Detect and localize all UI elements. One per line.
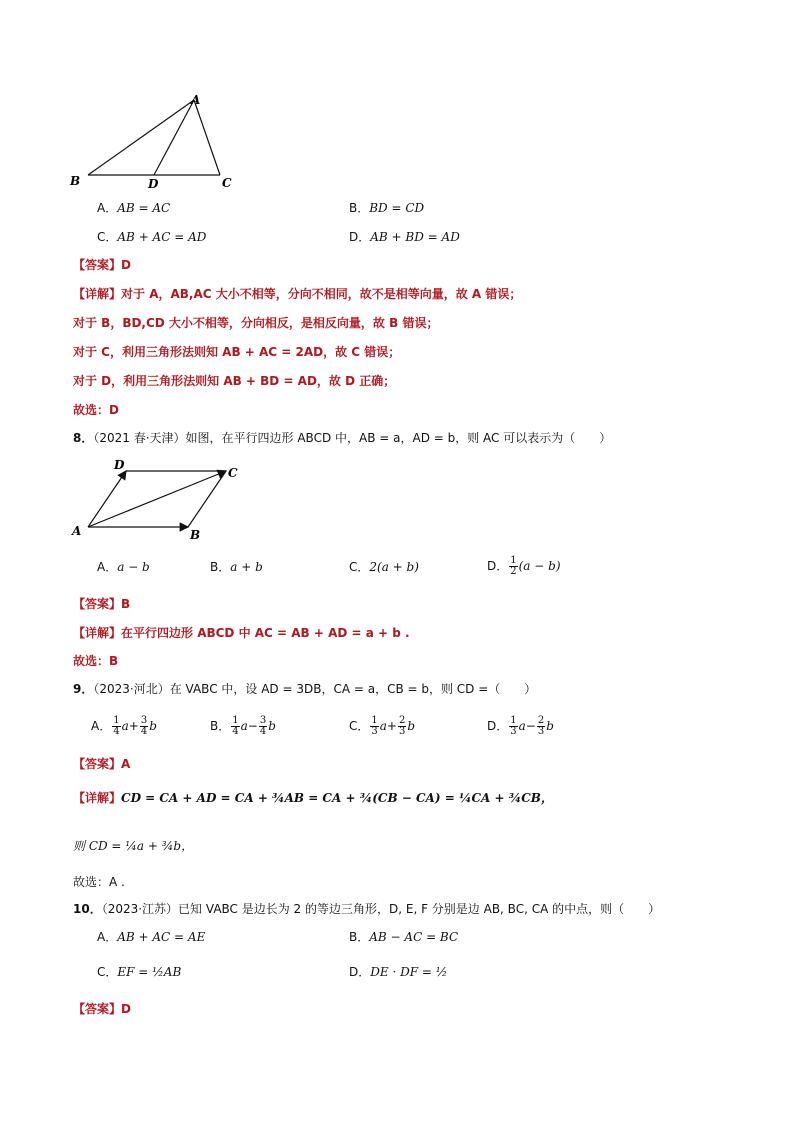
q8-option-d-fraction: $\frac{1}{2}$ [510, 555, 517, 577]
q7-answer: 【答案】D [73, 258, 131, 272]
q7-option-d: D．AB + BD = AD [349, 230, 460, 244]
q7-detail-1: 【详解】对于 A，AB,AC 大小不相等，分向不相同，故不是相等向量，故 A 错误； [73, 287, 522, 301]
q7-detail-4: 对于 D，利用三角形法则知 AB + BD = AD，故 D 正确； [73, 374, 396, 388]
q8-choice: 故选：B [73, 654, 119, 668]
q8-detail: 【详解】在平行四边形 ABCD 中 AC = AB + AD = a + b . [73, 626, 410, 640]
q8-option-c: C．2(a + b) [349, 560, 419, 574]
fig2-label-a: A [72, 524, 82, 538]
q8-option-b: B．a + b [210, 560, 263, 574]
fig2-label-b: B [190, 528, 201, 542]
q9-detail-1: 【详解】CD = CA + AD = CA + ¾AB = CA + ¾(CB − CA) = ¼CA + ¾CB， [73, 791, 553, 805]
q9-stem: 9．（2023·河北）在 VABC 中，设 AD = 3DB，CA = a，CB = b，则 CD =（ ） [73, 682, 537, 696]
q8-option-a: A．a − b [97, 560, 150, 574]
fig1-label-a: A [191, 93, 201, 107]
q8-stem: 8．（2021 春·天津）如图，在平行四边形 ABCD 中，AB = a，AD = b，则 AC 可以表示为（ ） [73, 431, 612, 445]
q10-stem: 10．（2023·江苏）已知 VABC 是边长为 2 的等边三角形，D, E, F 分别是边 AB, BC, CA 的中点，则（ ） [73, 902, 661, 916]
q10-answer: 【答案】D [73, 1002, 131, 1016]
parallelogram-figure [66, 455, 256, 545]
q7-detail-2: 对于 B，BD,CD 大小不相等，分向相反，是相反向量，故 B 错误； [73, 316, 439, 330]
q10-option-c: C．EF = ½AB [97, 965, 182, 979]
q9-option-d: D． $\frac{1}{3}$ a− $\frac{2}{3}$ b [487, 715, 554, 737]
q8-option-d: D． $\frac{1}{2}$ (a − b) [487, 555, 561, 577]
q9-option-b: B． $\frac{1}{4}$ a− $\frac{3}{4}$ b [210, 715, 276, 737]
q9-choice: 故选：A . [73, 875, 125, 889]
q10-option-b: B．AB − AC = BC [349, 930, 459, 944]
q7-detail-3: 对于 C，利用三角形法则知 AB + AC = 2AD，故 C 错误； [73, 345, 401, 359]
q8-answer: 【答案】B [73, 597, 131, 611]
triangle-figure [66, 90, 246, 190]
q10-option-a: A．AB + AC = AE [97, 930, 206, 944]
q10-option-d: D．DE · DF = ½ [349, 965, 448, 979]
fig1-label-b: B [70, 174, 81, 188]
fig2-label-d: D [114, 458, 125, 472]
fig1-label-d: D [148, 177, 159, 190]
q7-option-c: C．AB + AC = AD [97, 230, 207, 244]
q7-option-a: A．AB = AC [97, 201, 171, 215]
fig1-label-c: C [222, 176, 232, 190]
q9-option-c: C． $\frac{1}{3}$ a+ $\frac{2}{3}$ b [349, 715, 416, 737]
q9-answer: 【答案】A [73, 757, 131, 771]
fig2-label-c: C [228, 466, 238, 480]
q9-detail-2: 则 CD = ¼a + ¾b， [73, 839, 194, 853]
q7-option-b: B．BD = CD [349, 201, 425, 215]
q7-choice: 故选：D [73, 403, 119, 417]
q9-option-a: A． $\frac{1}{4}$ a+ $\frac{3}{4}$ b [91, 715, 157, 737]
